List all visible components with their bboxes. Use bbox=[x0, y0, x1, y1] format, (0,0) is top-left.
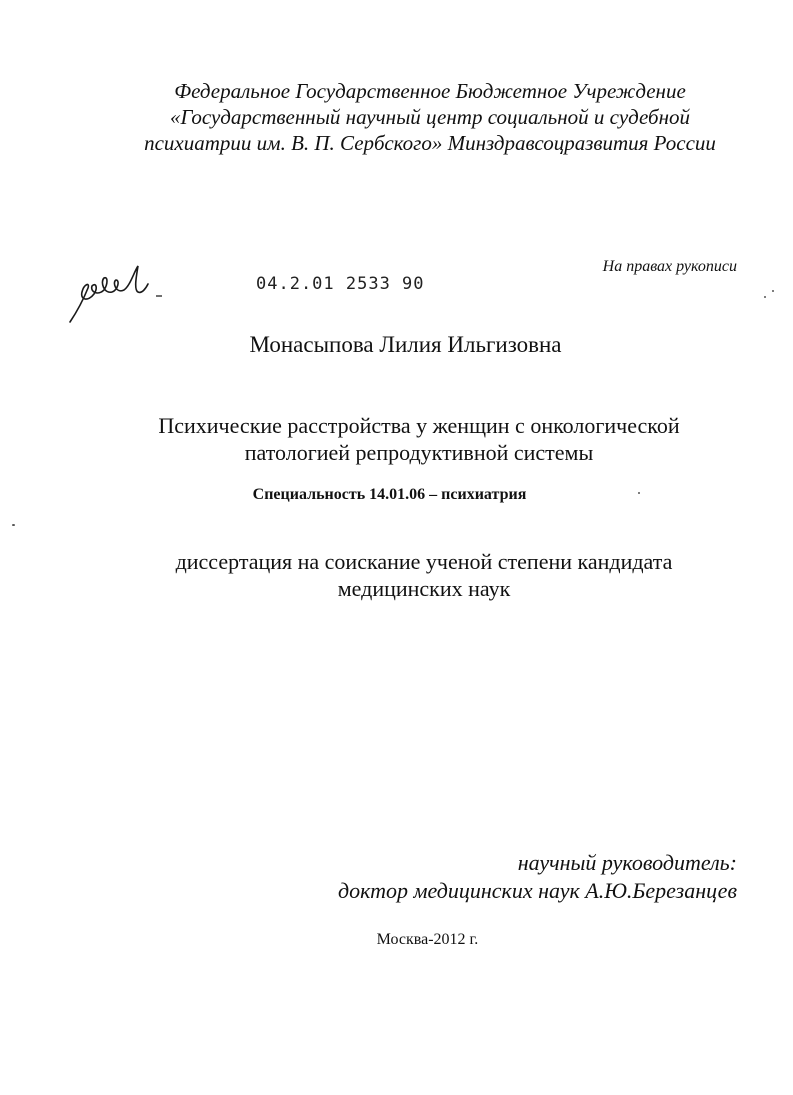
title-line-2: патологией репродуктивной системы bbox=[244, 440, 594, 465]
degree-line-2: медицинских наук bbox=[337, 576, 511, 601]
scan-speck bbox=[638, 492, 640, 494]
specialty-line: Специальность 14.01.06 – психиатрия bbox=[252, 486, 527, 503]
institution-line-3: психиатрии им. В. П. Сербского» Минздравсоцразвития России bbox=[144, 131, 716, 155]
registration-stamp-number: 04.2.01 2533 90 bbox=[256, 274, 425, 294]
supervisor-block bbox=[338, 849, 737, 905]
institution-line-1: Федеральное Государственное Бюджетное Учреждение bbox=[174, 79, 686, 103]
degree-line-1: диссертация на соискание ученой степени кандидата bbox=[175, 549, 673, 574]
scan-speck bbox=[772, 290, 774, 292]
dissertation-title bbox=[80, 412, 740, 466]
scan-speck bbox=[764, 296, 766, 298]
title-line-1: Психические расстройства у женщин с онкологической bbox=[158, 413, 680, 438]
author-name: Монасыпова Лилия Ильгизовна bbox=[249, 332, 562, 357]
supervisor-label: научный руководитель: bbox=[517, 850, 737, 875]
handwritten-signature bbox=[64, 262, 174, 328]
city-year: Москва-2012 г. bbox=[376, 931, 479, 948]
manuscript-rights-note: На правах рукописи bbox=[602, 258, 737, 275]
supervisor-name: доктор медицинских наук А.Ю.Березанцев bbox=[337, 878, 737, 903]
institution-header bbox=[100, 78, 760, 156]
institution-line-2: «Государственный научный центр социальной и судебной bbox=[170, 105, 690, 129]
scan-speck bbox=[12, 524, 15, 526]
degree-statement bbox=[80, 548, 740, 602]
